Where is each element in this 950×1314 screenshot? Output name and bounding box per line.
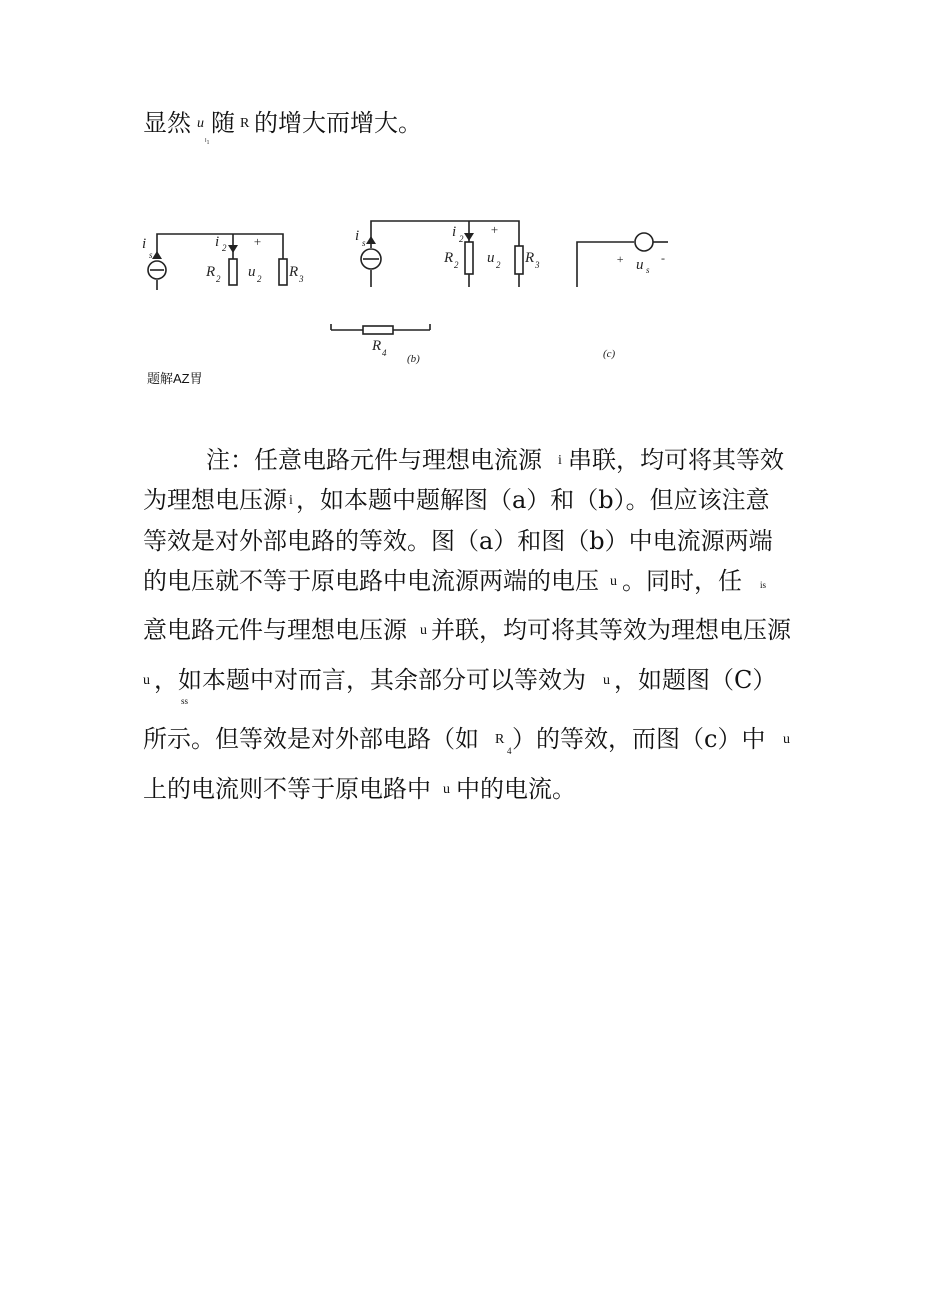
text-segment: ，如本题中题解图（a）和（b）。但应该注意 <box>296 486 770 514</box>
text-segment: 的电压就不等于原电路中电流源两端的电压 <box>143 567 599 595</box>
symbol-u: u <box>443 782 450 797</box>
symbol-u: u <box>610 574 617 589</box>
label-is-sub-b: s <box>362 238 366 248</box>
label-us-c: u <box>636 257 644 273</box>
label-is-b: i <box>355 228 360 244</box>
label-r4: R <box>372 338 382 354</box>
text-segment: 并联，均可将其等效为理想电压源 <box>431 616 791 644</box>
figure-caption: 题解AZ胃 <box>147 371 203 386</box>
text-segment: 显然 <box>143 109 191 137</box>
text-segment: 串联，均可将其等效 <box>568 446 784 474</box>
label-r2-b: R <box>444 250 454 266</box>
label-u2-sub-a: 2 <box>257 274 262 284</box>
text-segment: ）的等效，而图（c）中 <box>512 725 766 753</box>
text-segment: 。同时，任 <box>622 567 742 595</box>
label-is-sub-a: s <box>149 250 153 260</box>
text-segment: 所示。但等效是对外部电路（如 <box>143 725 479 753</box>
label-r2-sub-a: 2 <box>216 274 221 284</box>
label-us-sub-c: s <box>646 265 650 275</box>
symbol-u: u <box>143 673 150 688</box>
label-b: (b) <box>407 353 420 365</box>
symbol-subscript: 4 <box>507 746 512 756</box>
symbol-subscript: ss <box>181 696 189 706</box>
symbol-u: u <box>197 116 204 131</box>
label-r2-sub-b: 2 <box>454 260 459 270</box>
text-segment: ，如题图（C） <box>614 666 777 694</box>
label-plus-a: + <box>253 234 262 249</box>
label-i2-a: i <box>215 234 220 250</box>
symbol-u: u <box>420 623 427 638</box>
text-segment: 为理想电压源 <box>143 486 287 514</box>
text-segment: 中的电流。 <box>456 775 576 803</box>
label-r3-a: R <box>289 264 299 280</box>
symbol-i: i <box>289 493 293 508</box>
label-r2-a: R <box>206 264 216 280</box>
symbol-i: i <box>558 453 562 468</box>
label-c: (c) <box>603 348 616 360</box>
symbol-R: R <box>495 732 505 747</box>
text-segment: 的增大而增大。 <box>254 109 422 137</box>
symbol-u: u <box>783 732 790 747</box>
label-plus-b: + <box>490 222 499 237</box>
symbol-u: u <box>603 673 610 688</box>
label-r4-sub: 4 <box>382 348 387 358</box>
text-segment: 等效是对外部电路的等效。图（a）和图（b）中电流源两端 <box>143 527 773 555</box>
text-segment: 意电路元件与理想电压源 <box>143 616 407 644</box>
circuit-figure <box>0 0 950 400</box>
label-u2-b: u <box>487 250 495 266</box>
label-is-a: i <box>142 236 147 252</box>
text-segment: 随 <box>211 109 235 137</box>
label-r3-b: R <box>525 250 535 266</box>
text-segment: 上的电流则不等于原电路中 <box>143 775 431 803</box>
text-segment: ，如本题中对而言，其余部分可以等效为 <box>154 666 586 694</box>
label-u2-sub-b: 2 <box>496 260 501 270</box>
symbol-R: R <box>240 116 250 131</box>
label-r3-sub-a: 3 <box>299 274 304 284</box>
symbol-subscript: is <box>760 580 767 590</box>
label-i2-sub-b: 2 <box>459 234 464 244</box>
text-segment: 注：任意电路元件与理想电流源 <box>206 446 542 474</box>
label-minus-c: - <box>661 251 665 265</box>
symbol-subscript: ₗ₁ <box>205 134 210 144</box>
label-r3-sub-b: 3 <box>535 260 540 270</box>
label-i2-sub-a: 2 <box>222 243 227 253</box>
label-i2-b: i <box>452 224 457 240</box>
label-u2-a: u <box>248 264 256 280</box>
label-plus-c: + <box>616 252 625 266</box>
